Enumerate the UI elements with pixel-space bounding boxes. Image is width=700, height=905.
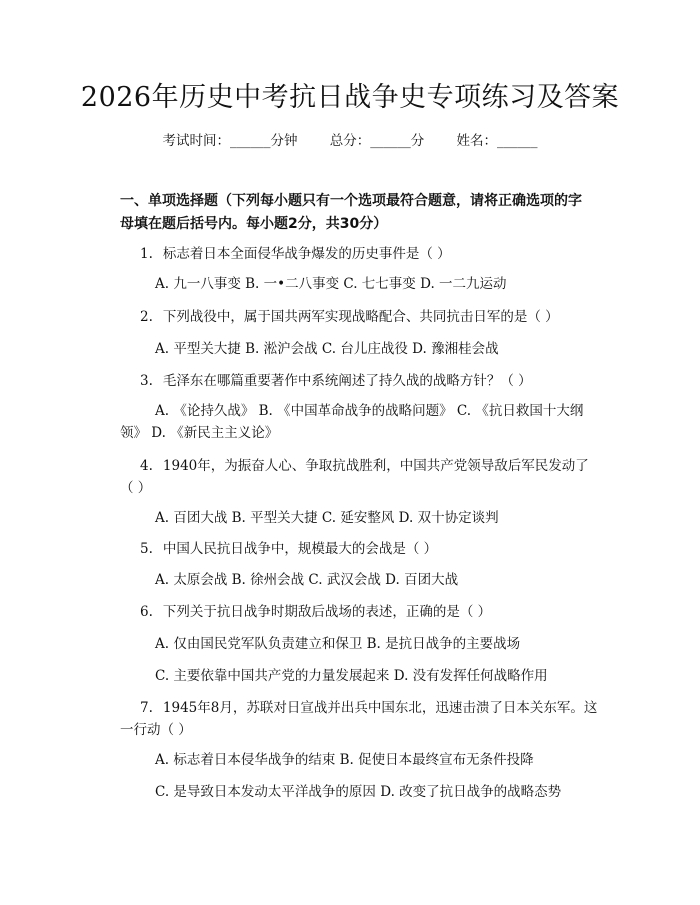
question-1-options: A. 九一八事变 B. 一•二八事变 C. 七七事变 D. 一二九运动	[155, 276, 507, 292]
section-heading: 一、单项选择题（下列每小题只有一个选项最符合题意，请将正确选项的字母填在题后括号内。每小题2分，共30分）	[120, 193, 582, 232]
question-number: 6.	[140, 604, 153, 620]
exam-info-line	[0, 131, 700, 151]
question-7-stem	[120, 697, 598, 741]
question-4-stem	[120, 455, 598, 499]
question-1-stem	[120, 243, 598, 265]
question-number: 5.	[140, 541, 153, 557]
question-5-options: A. 太原会战 B. 徐州会战 C. 武汉会战 D. 百团大战	[155, 572, 459, 588]
exam-time-field: 考试时间：______分钟	[162, 133, 298, 149]
question-7-option-line-1: A. 标志着日本侵华战争的结束 B. 促使日本最终宣布无条件投降	[155, 752, 534, 768]
question-number: 4.	[140, 458, 153, 474]
page-title: 2026年历史中考抗日战争史专项练习及答案	[80, 82, 620, 113]
question-number: 3.	[140, 373, 153, 389]
question-number: 1.	[140, 246, 153, 262]
question-6-option-line-2: C. 主要依靠中国共产党的力量发展起来 D. 没有发挥任何战略作用	[155, 668, 548, 684]
question-text: 标志着日本全面侵华战争爆发的历史事件是（ ）	[162, 246, 451, 262]
question-number: 2.	[140, 309, 153, 325]
question-text: 1940年，为振奋人心、争取抗战胜利，中国共产党领导敌后军民发动了（ ）	[120, 458, 589, 496]
question-3-options: A. 《论持久战》 B. 《中国革命战争的战略问题》 C. 《抗日救国十大纲领》 D. 《新民主主义论》	[120, 403, 584, 441]
question-2-options: A. 平型关大捷 B. 淞沪会战 C. 台儿庄战役 D. 豫湘桂会战	[155, 341, 499, 357]
question-2-stem	[120, 306, 598, 328]
question-text: 中国人民抗日战争中，规模最大的会战是（ ）	[162, 541, 438, 557]
question-6-option-line-1: A. 仅由国民党军队负责建立和保卫 B. 是抗日战争的主要战场	[155, 636, 521, 652]
student-name-field: 姓名：______	[456, 133, 538, 149]
question-text: 下列关于抗日战争时期敌后战场的表述，正确的是（ ）	[162, 604, 492, 620]
question-text: 毛泽东在哪篇重要著作中系统阐述了持久战的战略方针？（ ）	[162, 373, 532, 389]
question-6-stem	[120, 601, 598, 623]
question-number: 7.	[140, 700, 153, 716]
question-4-options: A. 百团大战 B. 平型关大捷 C. 延安整风 D. 双十协定谈判	[155, 510, 499, 526]
question-3-stem	[120, 370, 598, 392]
question-7-option-line-2: C. 是导致日本发动太平洋战争的原因 D. 改变了抗日战争的战略态势	[155, 784, 562, 800]
question-text: 1945年8月，苏联对日宣战并出兵中国东北，迅速击溃了日本关东军。这一行动（ ）	[120, 700, 598, 738]
total-score-field: 总分：______分	[329, 133, 425, 149]
question-text: 下列战役中，属于国共两军实现战略配合、共同抗击日军的是（ ）	[162, 309, 559, 325]
question-5-stem	[120, 538, 598, 560]
